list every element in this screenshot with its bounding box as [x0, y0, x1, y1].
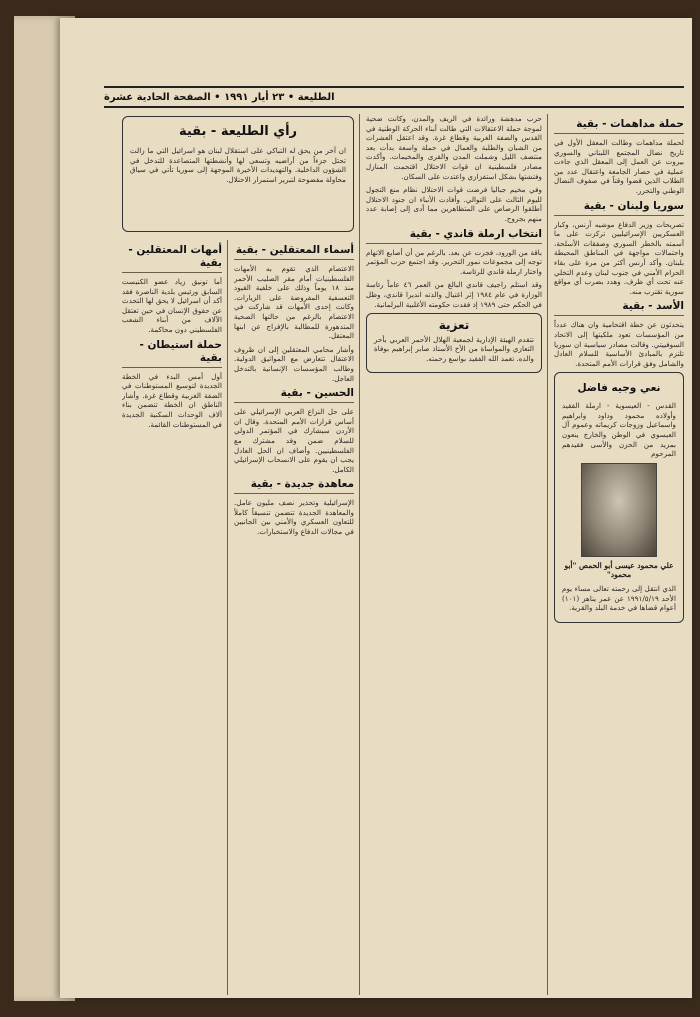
article-body: حرب مدهشة ورائدة في الريف والمدن، وكانت ضحية لموجة حملة الاعتقالات التي طالت أبناء الحركة الوطنية في القدس والضفة الغربية وقطاع غزة. وقد اعتقل العشرات من الشبان والطلبة والعمال في حملة واسعة بدأت بعد منتصف الليل وشملت المدن والقرى والمخيمات. وأكدت مصادر فلسطينية ان قوات الاحتلال اقتحمت المنازل وفتشتها بشكل استفزازي واعتدت على السكان. [366, 114, 542, 181]
column-mid [234, 240, 354, 995]
article-body: وقد استلم راجيف قاندي البالغ من العمر ٤٦ عاماً رئاسة الوزارة في عام ١٩٨٤ إثر اغتيال والدته انديرا قاندي، وظل في الحكم حتى ١٩٨٩ إذ فقدت حكومته الأغلبية البرلمانية. [366, 280, 542, 309]
article-title: حملة مداهمات - بقية [554, 118, 684, 134]
article-body: أما تونيق زياد عضو الكنيست السابق ورئيس بلدية الناصرة فقد أكد أن اسرائيل لا يحق لها التحدث عن حقوق الإنسان في حين تعتقل الآلاف من أبناء الشعب الفلسطيني دون محاكمة. [122, 277, 222, 334]
portrait-photo [581, 463, 657, 557]
article-title: حملة استيطان - بقية [122, 339, 222, 368]
article-body: الإسرائيلية وتحذير نصف مليون عامل. والمعاهدة الجديدة تتضمن تنسيقاً كاملاً للتعاون العسكري والأمني بين الجانبين في مجالات الدفاع والاستخبارات. [234, 498, 354, 537]
obituary-body-continued: الذي انتقل إلى رحمته تعالى مساء يوم الأحد ١٩٩١/٥/١٩ عن عمر يناهز (١٠١) أعوام قضاها في خدمة البلد والقرية. [562, 584, 676, 613]
article-title: انتخاب ارملة قاندي - بقية [366, 228, 542, 244]
article-body: لحملة مداهمات وطالت المعقل الأول في تاريخ نضال المجتمع اللبناني والسوري بيروت عن العمل إلى المعقل الذي جاءت عملية في حصار الجامعة واعتقال عدد من الطلاب الذين قضوا وقتاً في صفوف النضال الوطني والتحرر. [554, 138, 684, 195]
column-divider [359, 114, 360, 995]
column-left [122, 240, 222, 995]
article-body: وأشار محامي المعتقلين إلى ان ظروف الاعتقال تتعارض مع المواثيق الدولية. وطالب المؤسسات الإنسانية بالتدخل العاجل. [234, 344, 354, 383]
editorial-body: ان آخر من يحق له التباكي على استقلال لبنان هو اسرائيل التي ما زالت تحتل جزءاً من أراضيه وتسعى لها وأنشطتها المتصاعدة للتدخل في الشؤون الداخلية. والتهديدات الأخيرة الموجهة إلى سوريا تأتي في سياق محاولة مفضوحة لتبرير استمرار الاحتلال. [130, 146, 346, 184]
condolence-box [366, 313, 542, 373]
article-title: الأسد - بقية [554, 300, 684, 316]
article-body: أول أمس البدء في الخطة الجديدة لتوسيع المستوطنات في الضفة الغربية وقطاع غزة. وأشار الناطق ان الخطة تتضمن بناء آلاف الوحدات السكنية الجديدة في المستوطنات القائمة. [122, 371, 222, 429]
column-mid-right [366, 114, 542, 995]
page-header [104, 86, 684, 108]
article-title: الحسين - بقية [234, 387, 354, 403]
article-body: تصريحات وزير الدفاع موشيه آرنس، وكبار العسكريين الإسرائيليين تركزت على ما أسمته بالخطر السوري وصفقات الأسلحة، واحتمالات مواجهة في المناطق المحيطة بلبنان. وأكد آرنس أكثر من مرة على بقاء الحزام الأمني في جنوب لبنان وعدم التخلي عنه تحت أي ظرف. وهدد بضرب أي مواقع سورية تقترب منه. [554, 219, 684, 296]
editorial-title: رأي الطليعة - بقية [178, 124, 298, 139]
article-body: على حل النزاع العربي الإسرائيلي على أساس قرارات الأمم المتحدة. وقال ان الأردن سيشارك في المؤتمر الدولي للسلام ضمن وفد مشترك مع الفلسطينيين. وأضاف ان الحل العادل يجب ان يقوم على الانسحاب الإسرائيلي الكامل. [234, 407, 354, 474]
photo-caption: علي محمود عيسى أبو الحمص "أبو محمود" [564, 560, 674, 580]
obituary-title: نعي وجيه فاضل [577, 382, 661, 395]
column-divider [547, 114, 548, 995]
condolence-title: تعزية [438, 318, 470, 333]
article-body: باقة من الورود، فجرت عن بعد. بالرغم من أن أصابع الاتهام توجه إلى مجموعات نمور التحرير. وقد اجتمع حزب المؤتمر واختار ارملة قاندي للرئاسة. [366, 247, 542, 276]
condolence-body: تتقدم الهيئة الإدارية لجمعية الهلال الأحمر العربي بأحر التعازي والمواساة من الأخ الأستاذ صابر إبراهيم بوفاة والده. تغمد الله الفقيد بواسع رحمته. [374, 334, 534, 363]
article-body: يتحدثون عن خطة اقتحامية وان هناك عدداً من المؤسسات تعود ملكيتها إلى الاتحاد السوفييتي. وقالت مصادر سياسية ان سوريا تلتزم بالمبادئ الأساسية للسلام العادل والشامل وفق قرارات الأمم المتحدة. [554, 320, 684, 368]
article-body: الاعتصام الذي تقوم به الأمهات الفلسطينيات أمام مقر الصليب الأحمر منذ ١٨ يوماً وذلك على خلفية القيود التعسفية المفروضة على الزيارات. وكانت إحدى الأمهات قد شاركت في الاعتصام بالرغم من حالتها الصحية المتدهورة للمطالبة بالإفراج عن ابنها المعتقل. [234, 264, 354, 341]
obituary-box [554, 372, 684, 623]
editorial-box [122, 116, 354, 232]
editorial-area [122, 114, 354, 234]
column-divider [227, 240, 228, 995]
column-right [554, 114, 684, 995]
header-text: الطليعة • ٢٣ أيار ١٩٩١ • الصفحة الحادية عشرة [104, 91, 335, 103]
article-title: أسماء المعتقلين - بقية [234, 244, 354, 260]
article-body: وفي مخيم جباليا فرضت قوات الاحتلال نظام منع التجول لليوم الثالث على التوالي. وأفادت الأنباء ان جنود الاحتلال أطلقوا الرصاص على المتظاهرين مما أدى إلى إصابة عدد منهم بجروح. [366, 185, 542, 223]
article-title: معاهدة جديدة - بقية [234, 478, 354, 494]
article-title: سوريا ولبنان - بقية [554, 200, 684, 216]
article-title: أمهات المعتقلين - بقية [122, 244, 222, 273]
obituary-body: القدس - العيسوية - ارملة الفقيد وأولاده محمود وداود وابراهيم واسماعيل وزوجات كريماته وعموم آل العيسوي في الوطن والخارج ينعون بمزيد من الحزن والأسى فقيدهم المرحوم [562, 401, 676, 459]
